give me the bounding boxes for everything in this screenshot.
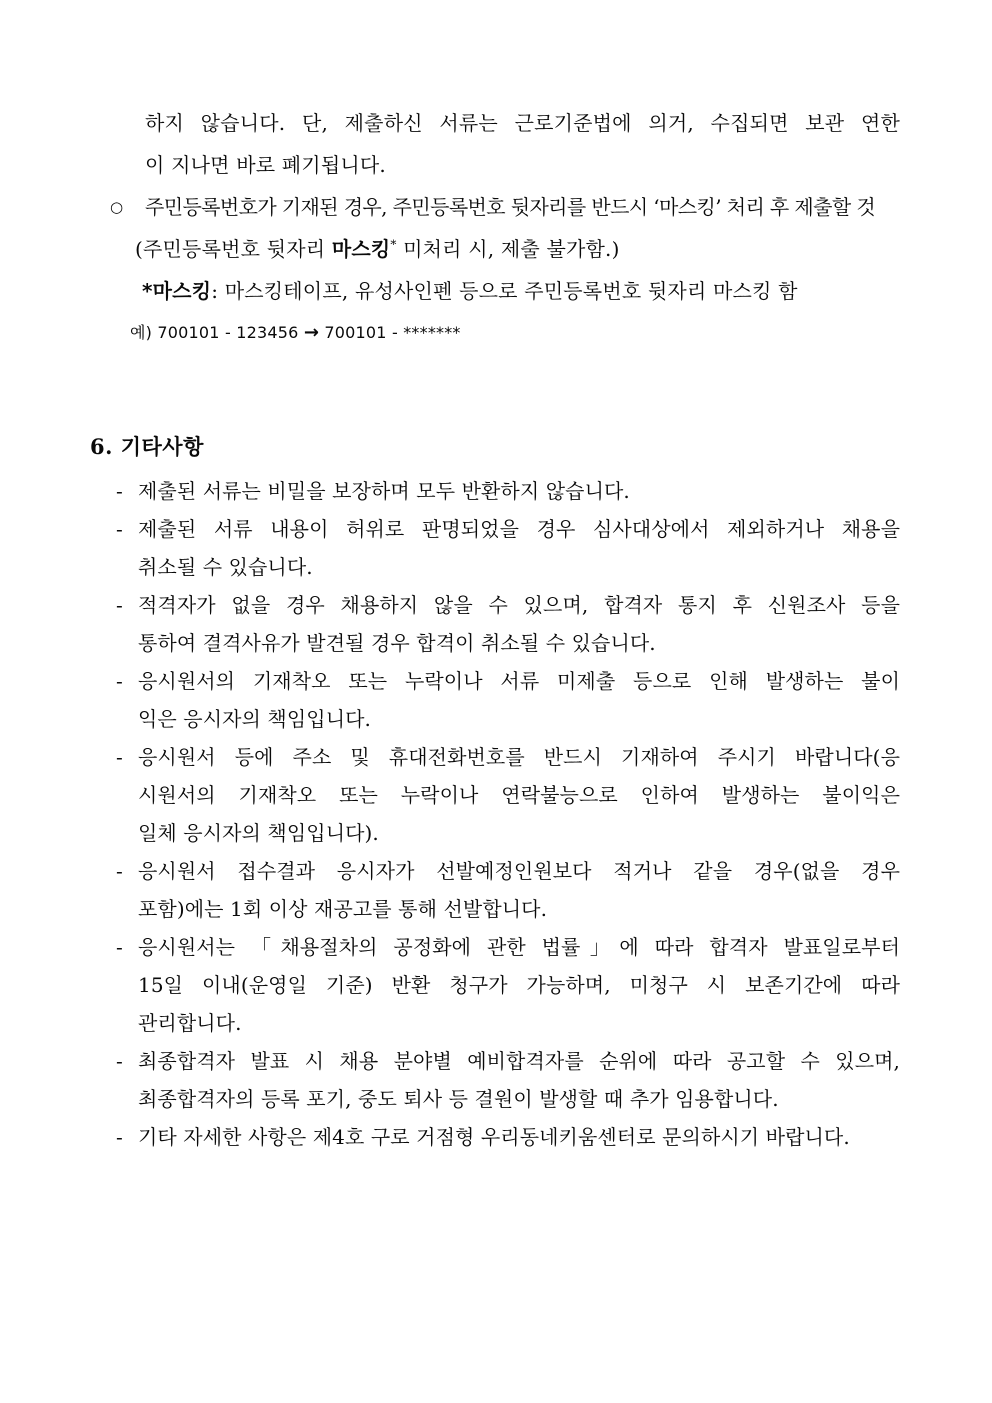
continuation-paragraph xyxy=(145,102,900,186)
list-item xyxy=(90,472,900,510)
list-item-line: 포함)에는 1회 이상 재공고를 통해 선발합니다. xyxy=(138,897,548,921)
example-masked-number: 700101 - ******* xyxy=(324,323,461,342)
intro-section xyxy=(90,102,900,354)
paragraph-line: 이 지나면 바로 폐기됩니다. xyxy=(145,153,386,177)
list-item-line: 취소될 수 있습니다. xyxy=(138,555,313,579)
paren-note-bold-word: 마스킹 xyxy=(331,237,391,261)
example-original-number: 700101 - 123456 xyxy=(157,323,299,342)
dash-marker: - xyxy=(116,593,123,617)
list-item-line: 응시원서는 「채용절차의 공정화에 관한 법률」에 따라 합격자 발표일로부터 xyxy=(138,935,900,959)
list-item-line: 적격자가 없을 경우 채용하지 않을 수 있으며, 합격자 통지 후 신원조사 등을 xyxy=(138,593,900,617)
dash-marker: - xyxy=(116,745,123,769)
list-item xyxy=(90,1042,900,1118)
list-item xyxy=(90,852,900,928)
list-item xyxy=(90,928,900,1042)
example-label: 예) xyxy=(130,323,153,342)
right-arrow-icon: → xyxy=(303,322,320,343)
list-item-line: 통하여 결격사유가 발견될 경우 합격이 취소될 수 있습니다. xyxy=(138,631,656,655)
list-item-line: 최종합격자 발표 시 채용 분야별 예비합격자를 순위에 따라 공고할 수 있으며, xyxy=(138,1049,900,1073)
asterisk-marker: * xyxy=(390,237,397,252)
paren-note-prefix: (주민등록번호 뒷자리 xyxy=(135,237,332,261)
section-item-list xyxy=(90,472,900,1156)
list-item-line: 제출된 서류는 비밀을 보장하며 모두 반환하지 않습니다. xyxy=(138,479,630,503)
circle-bullet-icon: ○ xyxy=(110,198,124,216)
dash-marker: - xyxy=(116,517,123,541)
section-heading: 6. 기타사항 xyxy=(90,434,204,459)
bullet-item-masking xyxy=(90,186,900,228)
list-item-line: 일체 응시자의 책임입니다). xyxy=(138,821,379,845)
dash-marker: - xyxy=(116,1125,123,1149)
dash-marker: - xyxy=(116,669,123,693)
masking-definition-line xyxy=(142,270,900,312)
list-item xyxy=(90,510,900,586)
list-item-line: 응시원서 등에 주소 및 휴대전화번호를 반드시 기재하여 주시기 바랍니다(응 xyxy=(138,745,900,769)
paren-note-suffix: 미처리 시, 제출 불가함.) xyxy=(396,237,620,261)
list-item-line: 제출된 서류 내용이 허위로 판명되었을 경우 심사대상에서 제외하거나 채용을 xyxy=(138,517,900,541)
masking-example-line xyxy=(130,312,900,354)
list-item-line: 최종합격자의 등록 포기, 중도 퇴사 등 결원이 발생할 때 추가 임용합니다. xyxy=(138,1087,779,1111)
list-item-line: 관리합니다. xyxy=(138,1011,242,1035)
list-item xyxy=(90,586,900,662)
paragraph-line: 하지 않습니다. 단, 제출하신 서류는 근로기준법에 의거, 수집되면 보관 연한 xyxy=(145,111,900,135)
list-item-line: 응시원서 접수결과 응시자가 선발예정인원보다 적거나 같을 경우(없을 경우 xyxy=(138,859,900,883)
list-item-line: 15일 이내(운영일 기준) 반환 청구가 가능하며, 미청구 시 보존기간에 따라 xyxy=(138,973,900,997)
masking-definition-label: *마스킹 xyxy=(142,279,212,303)
list-item-line: 응시원서의 기재착오 또는 누락이나 서류 미제출 등으로 인해 발생하는 불이 xyxy=(138,669,900,693)
paren-note-line xyxy=(135,228,900,270)
dash-marker: - xyxy=(116,1049,123,1073)
dash-marker: - xyxy=(116,479,123,503)
masking-definition-text: : 마스킹테이프, 유성사인펜 등으로 주민등록번호 뒷자리 마스킹 함 xyxy=(211,279,798,303)
list-item xyxy=(90,738,900,852)
list-item-line: 익은 응시자의 책임입니다. xyxy=(138,707,371,731)
dash-marker: - xyxy=(116,935,123,959)
list-item-line: 기타 자세한 사항은 제4호 구로 거점형 우리동네키움센터로 문의하시기 바랍니다. xyxy=(138,1125,850,1149)
list-item-line: 시원서의 기재착오 또는 누락이나 연락불능으로 인하여 발생하는 불이익은 xyxy=(138,783,900,807)
list-item xyxy=(90,1118,900,1156)
bullet-item-text: 주민등록번호가 기재된 경우, 주민등록번호 뒷자리를 반드시 ‘마스킹’ 처리 후 제출할 것 xyxy=(145,195,876,219)
list-item xyxy=(90,662,900,738)
dash-marker: - xyxy=(116,859,123,883)
